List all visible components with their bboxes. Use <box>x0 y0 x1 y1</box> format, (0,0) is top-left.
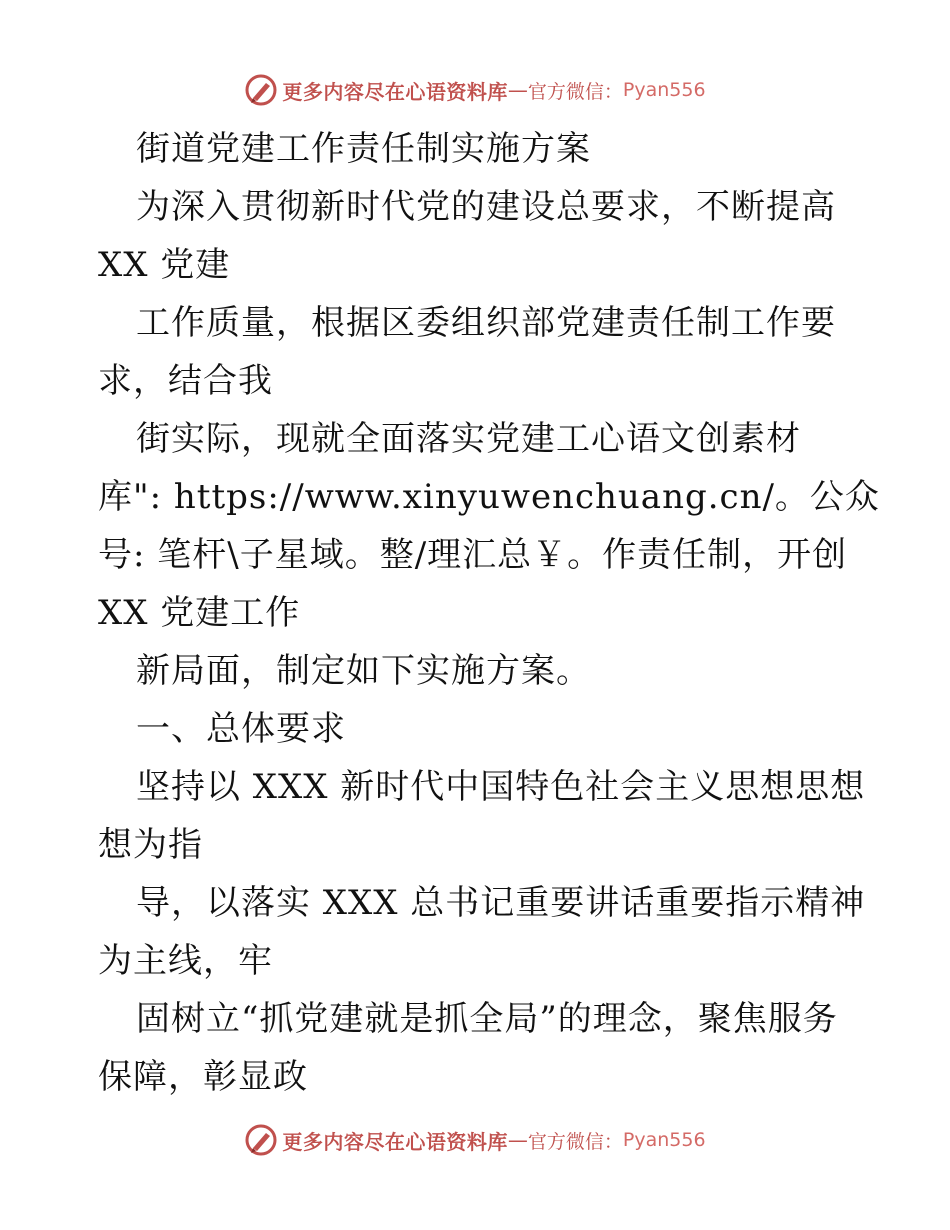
watermark-wechat-label: 官方微信： <box>527 1130 623 1153</box>
watermark-wechat-id: Pyan556 <box>622 79 706 101</box>
text-line: 保障，彰显政 <box>98 1057 308 1097</box>
document-title: 街道党建工作责任制实施方案 <box>136 129 591 169</box>
text-line: 想为指 <box>98 825 203 865</box>
section-heading: 一、总体要求 <box>136 709 346 749</box>
text-line: 工作质量，根据区委组织部党建责任制工作要 <box>136 303 836 343</box>
pen-logo-icon <box>244 73 278 107</box>
header-watermark <box>0 70 950 110</box>
text-line: 新局面，制定如下实施方案。 <box>136 651 591 691</box>
text-line: 街实际，现就全面落实党建工心语文创素材 <box>136 419 801 459</box>
text-line: 求，结合我 <box>98 361 273 401</box>
document-body <box>98 120 880 1106</box>
text-line: XX 党建工作 <box>98 593 301 633</box>
text-line: 号: 笔杆\子星域。整/理汇总￥。作责任制，开创 <box>98 535 848 575</box>
watermark-dash: — <box>507 78 528 102</box>
pen-logo-icon <box>244 1123 278 1157</box>
watermark-text: 更多内容尽在心语资料库 <box>282 79 508 104</box>
footer-watermark <box>0 1120 950 1160</box>
text-line: 库": https://www.xinyuwenchuang.cn/。公众 <box>98 477 880 517</box>
text-line: XX 党建 <box>98 245 231 285</box>
watermark-wechat-id: Pyan556 <box>622 1129 706 1151</box>
text-line: 为深入贯彻新时代党的建设总要求，不断提高 <box>136 187 836 227</box>
watermark-wechat-label: 官方微信： <box>527 80 623 103</box>
text-line: 坚持以 XXX 新时代中国特色社会主义思想思想 <box>136 767 866 807</box>
text-line: 为主线，牢 <box>98 941 273 981</box>
watermark-dash: — <box>507 1128 528 1152</box>
text-line: 导，以落实 XXX 总书记重要讲话重要指示精神 <box>136 883 866 923</box>
watermark-text: 更多内容尽在心语资料库 <box>282 1129 508 1154</box>
text-line: 固树立“抓党建就是抓全局”的理念，聚焦服务 <box>136 999 838 1039</box>
